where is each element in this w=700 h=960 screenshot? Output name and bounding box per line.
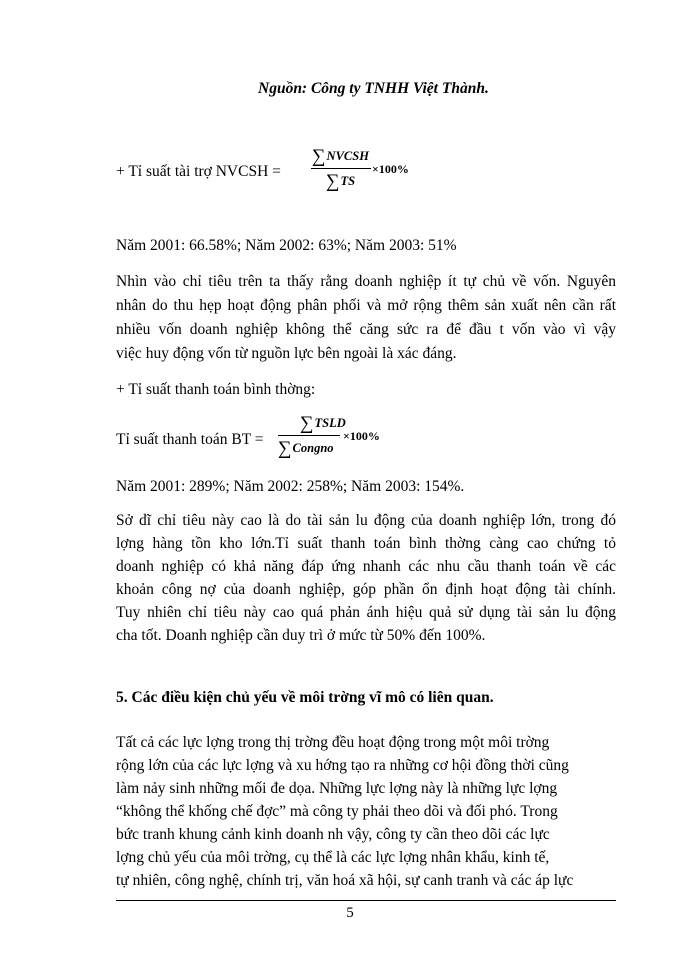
- source-line: Nguồn: Công ty TNHH Việt Thành.: [258, 80, 489, 97]
- text-line: lợng hàng tồn kho lớn.Tỉ suất thanh toán bình thờng càng cao chứng tỏ: [116, 535, 616, 552]
- page-number: 5: [346, 905, 354, 921]
- text-line: doanh nghiệp có khả năng đáp ứng nhanh các nhu cầu thanh toán về các: [116, 558, 616, 575]
- text-line: Tất cả các lực lợng trong thị trờng đều hoạt động trong một môi trờng: [116, 734, 550, 751]
- text-line: khoản công nợ của doanh nghiệp, góp phần ổn định hoạt động tài chính.: [116, 581, 616, 598]
- formula-denominator: ∑Congno: [278, 438, 334, 459]
- fraction-bar: [278, 435, 340, 436]
- text-line: việc huy động vốn từ nguồn lực bên ngoài là xác đáng.: [116, 345, 457, 362]
- text-line: cha tốt. Doanh nghiệp cần duy trì ở mức từ 50% đến 100%.: [116, 627, 486, 644]
- subheading: + Tỉ suất thanh toán bình thờng:: [116, 381, 316, 398]
- text-line: “không thể khống chế đợc” mà công ty phải theo dõi và đối phó. Trong: [116, 803, 558, 820]
- text-line: bức tranh khung cảnh kinh doanh nh vậy, công ty cần theo dõi các lực: [116, 826, 550, 843]
- text-line: nhiều vốn doanh nghiệp không thể căng sức ra để đầu t vốn vào vì vậy: [116, 321, 616, 338]
- section-heading: 5. Các điều kiện chủ yếu về môi trờng vĩ mô có liên quan.: [116, 689, 494, 706]
- formula-numerator: ∑TSLD: [300, 413, 346, 434]
- text-line: tự nhiên, công nghệ, chính trị, văn hoá xã hội, sự canh tranh và các áp lực: [116, 872, 574, 889]
- formula-label: Tỉ suất thanh toán BT =: [116, 431, 264, 448]
- text-line: Sở dĩ chỉ tiêu này cao là do tài sản lu động của doanh nghiệp lớn, trong đó: [116, 512, 616, 529]
- text-line: nhân do thu hẹp hoạt động phân phối và mở rộng thêm sản xuất nên cần rất: [116, 297, 616, 314]
- text-line: Tuy nhiên chỉ tiêu này cao quá phản ánh hiệu quả sử dụng tài sản lu động: [116, 604, 616, 621]
- text-line: Nhìn vào chỉ tiêu trên ta thấy rằng doanh nghiệp ít tự chủ về vốn. Nguyên: [116, 273, 616, 290]
- footer-divider: [116, 900, 616, 901]
- formula-denominator: ∑TS: [326, 171, 356, 192]
- text-line: lợng chủ yếu của môi trờng, cụ thể là các lực lợng nhân khẩu, kinh tế,: [116, 849, 550, 866]
- years-thanh-toan: Năm 2001: 289%; Năm 2002: 258%; Năm 2003: 154%.: [116, 478, 465, 495]
- formula-numerator: ∑NVCSH: [312, 146, 369, 167]
- formula-label: + Tỉ suất tài trợ NVCSH =: [116, 163, 281, 180]
- text-line: làm nảy sinh những mối đe dọa. Những lực lợng này là những lực lợng: [116, 780, 558, 797]
- text-line: rộng lớn của các lực lợng và xu hớng tạo ra những cơ hội đồng thời cũng: [116, 757, 569, 774]
- formula-multiplier: ×100%: [372, 162, 409, 176]
- formula-multiplier: ×100%: [343, 429, 380, 443]
- fraction-bar: [311, 168, 371, 169]
- years-tai-tro: Năm 2001: 66.58%; Năm 2002: 63%; Năm 2003: 51%: [116, 237, 457, 254]
